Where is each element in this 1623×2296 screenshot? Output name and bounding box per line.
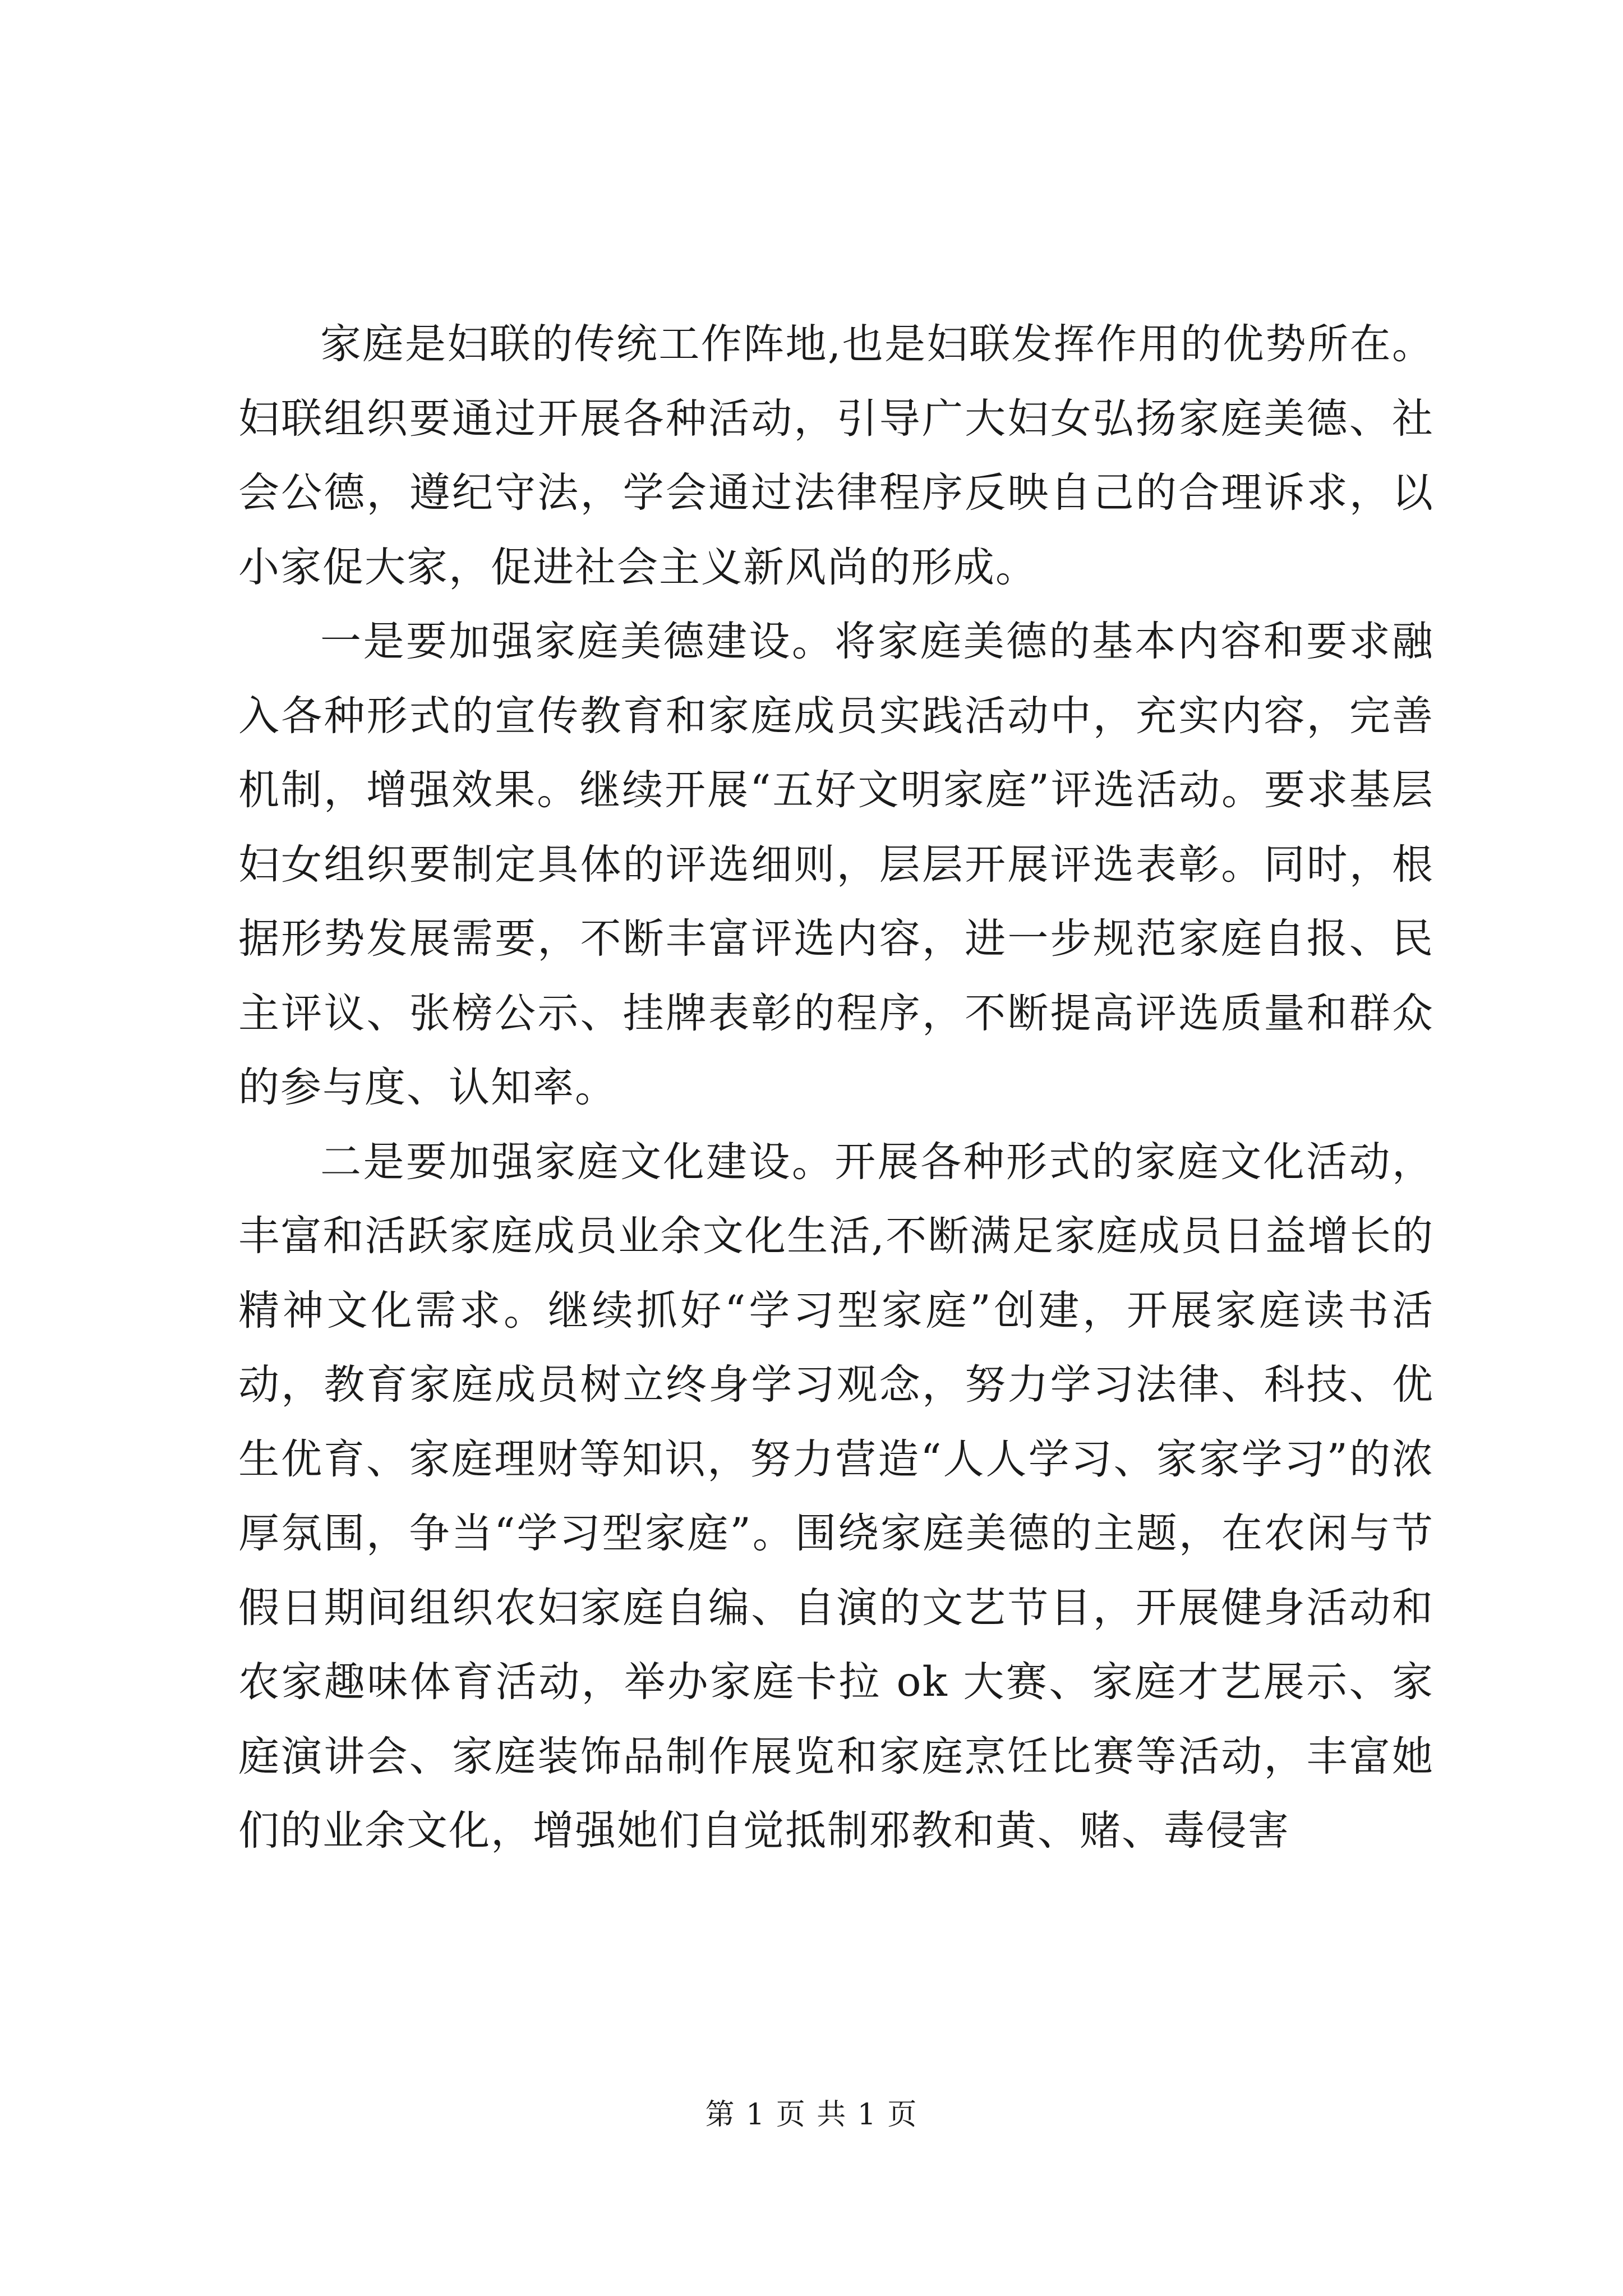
document-body: [238, 307, 1434, 1869]
paragraph-family-culture: 二是要加强家庭文化建设。开展各种形式的家庭文化活动，丰富和活跃家庭成员业余文化生活,不断满足家庭成员日益增长的精神文化需求。继续抓好“学习型家庭”创建，开展家庭读书活动，教育家庭成员树立终身学习观念，努力学习法律、科技、优生优育、家庭理财等知识，努力营造“人人学习、家家学习”的浓厚氛围，争当“学习型家庭”。围绕家庭美德的主题，在农闲与节假日期间组织农妇家庭自编、自演的文艺节目，开展健身活动和农家趣味体育活动，举办家庭卡拉 ok 大赛、家庭才艺展示、家庭演讲会、家庭装饰品制作展览和家庭烹饪比赛等活动，丰富她们的业余文化，增强她们自觉抵制邪教和黄、赌、毒侵害: [238, 1138, 1435, 1855]
paragraph-family-virtue: 一是要加强家庭美德建设。将家庭美德的基本内容和要求融入各种形式的宣传教育和家庭成员实践活动中，充实内容，完善机制，增强效果。继续开展“五好文明家庭”评选活动。要求基层妇女组织要制定具体的评选细则，层层开展评选表彰。同时，根据形势发展需要，不断丰富评选内容，进一步规范家庭自报、民主评议、张榜公示、挂牌表彰的程序，不断提高评选质量和群众的参与度、认知率。: [238, 618, 1434, 1111]
paragraph-intro: 家庭是妇联的传统工作阵地,也是妇联发挥作用的优势所在。妇联组织要通过开展各种活动，引导广大妇女弘扬家庭美德、社会公德，遵纪守法，学会通过法律程序反映自己的合理诉求，以小家促大家，促进社会主义新风尚的形成。: [238, 320, 1434, 591]
page-footer: 第 1 页 共 1 页: [705, 2098, 918, 2132]
